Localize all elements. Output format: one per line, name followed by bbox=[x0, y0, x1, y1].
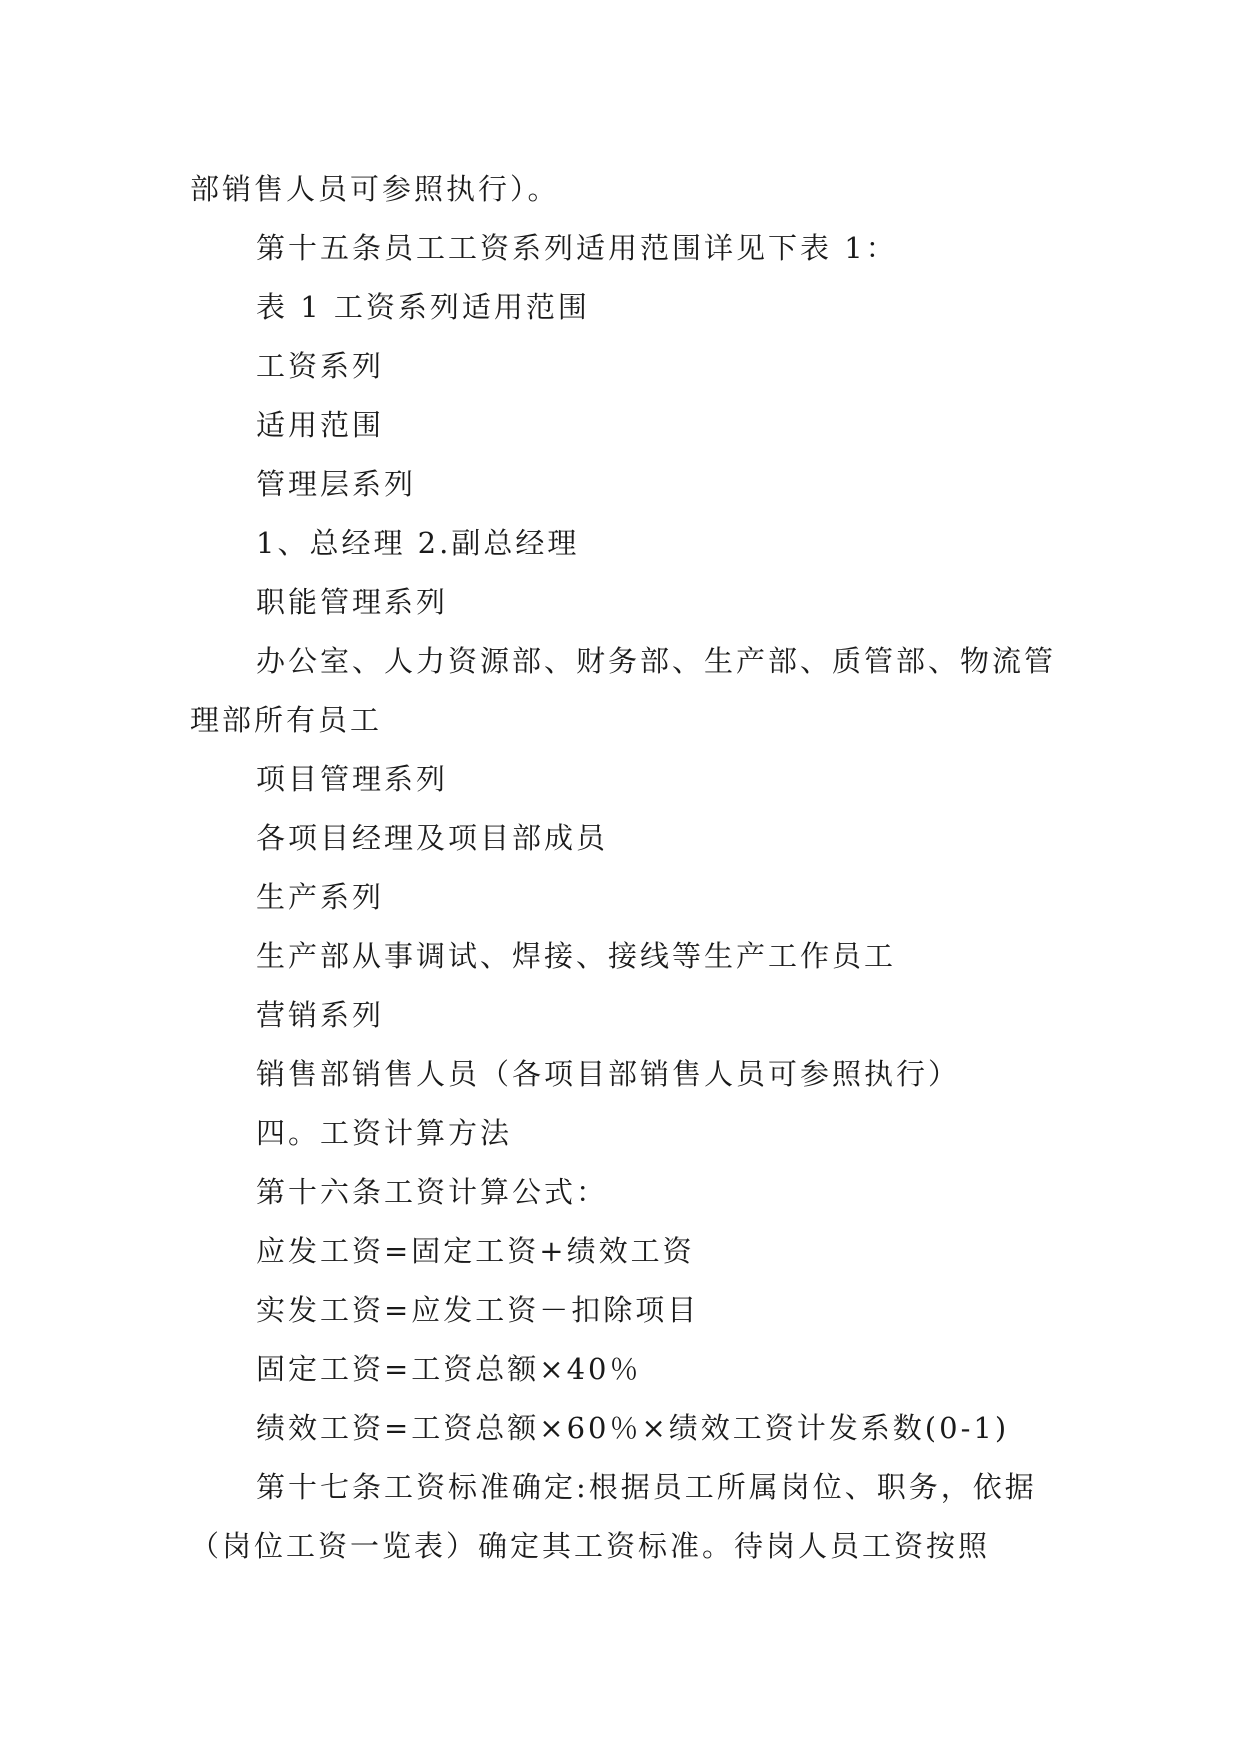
table-cell: 营销系列 bbox=[256, 998, 385, 1032]
table-caption: 表 1 工资系列适用范围 bbox=[256, 290, 590, 324]
table-cell: 职能管理系列 bbox=[256, 585, 449, 619]
section-heading: 四。工资计算方法 bbox=[256, 1116, 513, 1150]
table-cell: 销售部销售人员（各项目部销售人员可参照执行） bbox=[256, 1057, 961, 1091]
formula: 实发工资=应发工资－扣除项目 bbox=[256, 1293, 700, 1327]
table-cell: 生产系列 bbox=[256, 880, 385, 914]
document-body bbox=[190, 160, 1060, 1576]
formula: 绩效工资=工资总额×60％×绩效工资计发系数(0-1) bbox=[256, 1411, 1010, 1445]
paragraph: 第十六条工资计算公式： bbox=[256, 1175, 609, 1209]
paragraph: 第十七条工资标准确定:根据员工所属岗位、职务，依据（岗位工资一览表）确定其工资标准。待岗人员工资按照 bbox=[190, 1470, 1037, 1563]
paragraph: 部销售人员可参照执行）。 bbox=[190, 172, 560, 206]
table-header-cell: 适用范围 bbox=[256, 408, 385, 442]
table-cell: 项目管理系列 bbox=[256, 762, 449, 796]
formula: 固定工资=工资总额×40％ bbox=[256, 1352, 642, 1386]
formula: 应发工资=固定工资+绩效工资 bbox=[256, 1234, 695, 1268]
paragraph: 第十五条员工工资系列适用范围详见下表 1： bbox=[256, 231, 898, 265]
table-header-cell: 工资系列 bbox=[256, 349, 385, 383]
table-cell: 办公室、人力资源部、财务部、生产部、质管部、物流管理部所有员工 bbox=[190, 644, 1057, 737]
table-cell: 管理层系列 bbox=[256, 467, 417, 501]
table-cell: 生产部从事调试、焊接、接线等生产工作员工 bbox=[256, 939, 897, 973]
table-cell: 1、总经理 2.副总经理 bbox=[256, 526, 580, 560]
table-cell: 各项目经理及项目部成员 bbox=[256, 821, 609, 855]
